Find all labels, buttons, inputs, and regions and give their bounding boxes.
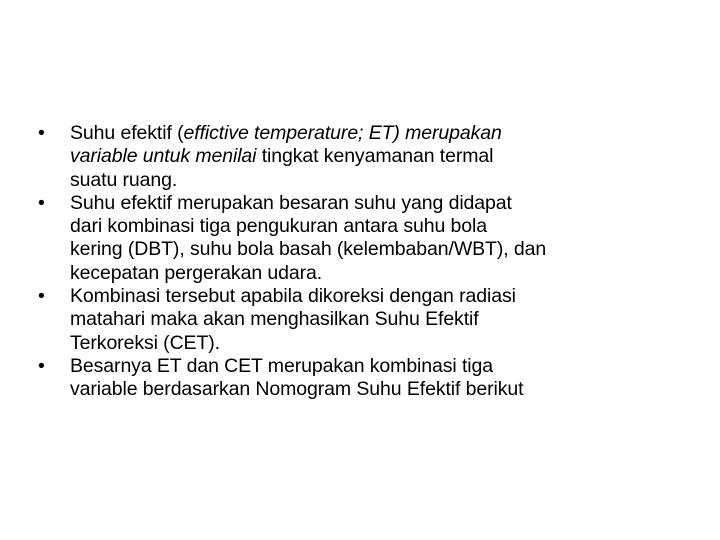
text-run: suatu ruang. [70, 168, 178, 191]
bullet-2-line-2 [70, 215, 686, 238]
text-run: matahari maka akan menghasilkan Suhu Efektif [70, 308, 479, 331]
bullet-point-icon: • [38, 285, 45, 308]
italic-text-run: effictive temperature; ET) merupakan [183, 122, 502, 144]
bullet-item-4 [36, 355, 686, 402]
bullet-2-line-4 [70, 262, 686, 285]
bullet-point-icon: • [38, 122, 45, 144]
text-run: tingkat kenyamanan termal [256, 145, 494, 168]
text-run: Besarnya ET dan CET merupakan kombinasi tiga [70, 354, 494, 377]
bullet-point-icon: • [38, 191, 45, 214]
bullet-4-line-2 [70, 378, 686, 401]
text-run: kering (DBT), suhu bola basah (kelembaban/WBT), dan [70, 238, 547, 261]
bullet-2-line-3 [70, 238, 686, 261]
bullet-1-line-1 [70, 122, 686, 145]
text-run: Suhu efektif merupakan besaran suhu yang didapat [70, 191, 512, 214]
bullet-3-line-3 [70, 332, 686, 355]
text-run: dari kombinasi tiga pengukuran antara suhu bola [70, 215, 487, 238]
text-run: Suhu efektif ( [70, 122, 184, 144]
bullet-2-line-1 [70, 192, 686, 215]
bullet-point-icon: • [38, 354, 45, 377]
bullet-1-line-3 [70, 169, 686, 192]
bullet-item-3 [36, 285, 686, 355]
bullet-1-line-2 [70, 145, 686, 168]
bullet-item-2 [36, 192, 686, 285]
bullet-3-line-1 [70, 285, 686, 308]
bullet-4-line-1 [70, 355, 686, 378]
bullet-3-line-2 [70, 308, 686, 331]
text-run: Kombinasi tersebut apabila dikoreksi dengan radiasi [70, 285, 516, 308]
text-run: kecepatan pergerakan udara. [70, 261, 323, 284]
text-run: variable berdasarkan Nomogram Suhu Efektif berikut [70, 378, 524, 401]
bullet-item-1 [36, 122, 686, 192]
text-run: Terkoreksi (CET). [70, 331, 220, 354]
italic-text-run: variable untuk menilai [70, 145, 257, 168]
bullet-list [36, 122, 686, 402]
